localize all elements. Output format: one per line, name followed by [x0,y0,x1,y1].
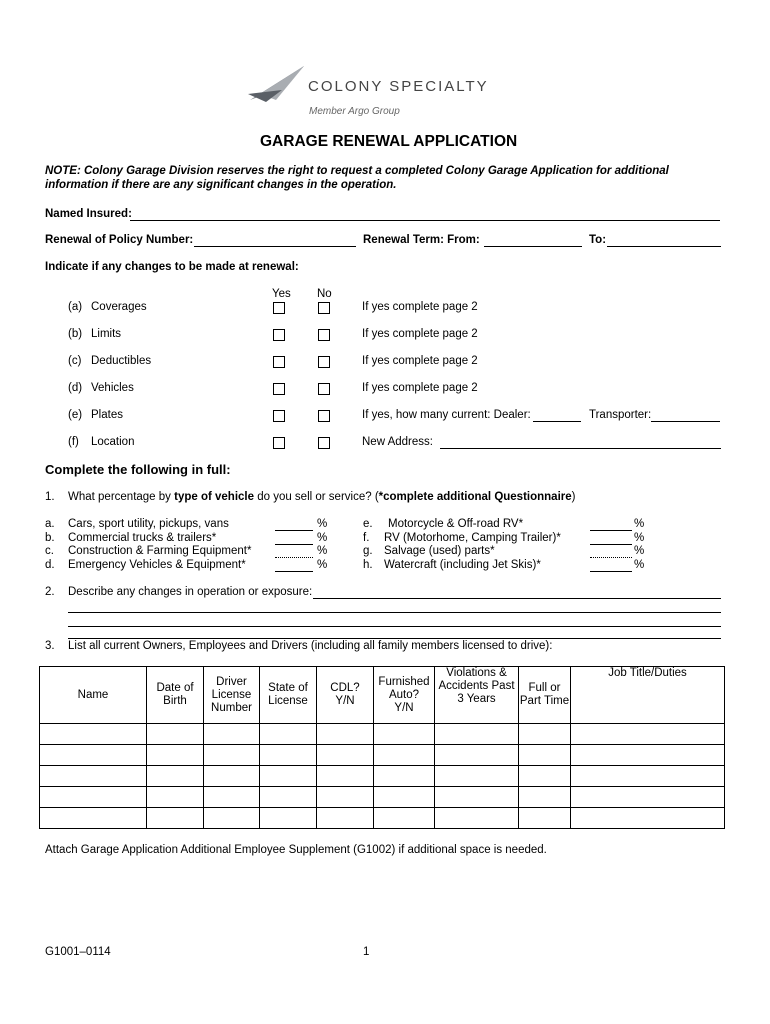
q1-text-d: *complete additional Questionnaire [378,491,572,503]
yes-column-label: Yes [272,288,291,300]
change-letter: (c) [68,355,82,367]
q3-text: List all current Owners, Employees and Drivers (including all family members licensed to drive): [68,640,553,652]
change-label: Coverages [91,301,147,313]
deductibles-no-checkbox[interactable] [318,356,330,368]
deductibles-yes-checkbox[interactable] [273,356,285,368]
col-header-full-part-time: Full or Part Time [519,667,571,724]
q2-answer-line-2[interactable] [68,612,721,613]
q1-text-e: ) [571,491,576,503]
page-number: 1 [363,946,370,958]
to-label: To: [589,234,607,246]
table-row[interactable] [40,745,725,766]
col-header-cdl: CDL? Y/N [317,667,374,724]
vehicle-letter: d. [45,559,55,571]
q1-text-a: What percentage by [68,491,175,503]
vehicle-letter: c. [45,545,54,557]
dealer-plates-field[interactable] [533,421,581,422]
percent-sign: % [317,518,328,530]
q2-text: Describe any changes in operation or exposure: [68,586,313,598]
vehicle-label: Commercial trucks & trailers* [68,532,217,544]
change-note: If yes complete page 2 [362,382,478,394]
form-id: G1001–0114 [45,946,111,958]
percent-sign: % [634,518,645,530]
vehicle-label: Watercraft (including Jet Skis)* [384,559,541,571]
change-letter: (a) [68,301,83,313]
q2-answer-line-3[interactable] [68,626,721,627]
attach-note: Attach Garage Application Additional Employee Supplement (G1002) if additional space is needed. [45,844,547,856]
percent-sign: % [634,545,645,557]
q2-answer-line-1[interactable] [313,598,721,599]
location-yes-checkbox[interactable] [273,437,285,449]
vehicle-percent-field[interactable] [590,571,632,572]
complete-heading: Complete the following in full: [45,462,231,477]
percent-sign: % [634,532,645,544]
col-header-license-state: State of License [260,667,317,724]
q1-text-b: type of vehicle [174,491,255,503]
vehicle-percent-field[interactable] [275,544,313,545]
change-label: Limits [91,328,122,340]
new-address-field[interactable] [440,448,721,449]
vehicle-letter: e. [363,518,373,530]
drivers-table [39,666,725,829]
change-letter: (e) [68,409,83,421]
col-header-furnished-auto: Furnished Auto? Y/N [374,667,435,724]
vehicle-percent-field[interactable] [590,530,632,531]
change-label: Vehicles [91,382,134,394]
change-label: Location [91,436,135,448]
logo-mark-icon [246,64,310,104]
vehicles-no-checkbox[interactable] [318,383,330,395]
transporter-plates-field[interactable] [651,421,720,422]
percent-sign: % [317,559,328,571]
limits-no-checkbox[interactable] [318,329,330,341]
table-row[interactable] [40,808,725,829]
change-note: If yes complete page 2 [362,301,478,313]
note-line-1: NOTE: Colony Garage Division reserves the right to request a completed Colony Garage Application for additional [45,165,669,177]
vehicle-percent-field[interactable] [275,557,313,558]
changes-label: Indicate if any changes to be made at renewal: [45,261,299,273]
change-label: Plates [91,409,123,421]
named-insured-field[interactable] [130,220,720,221]
note-line-2: information if there are any significant changes in the operation. [45,179,397,191]
page-title: GARAGE RENEWAL APPLICATION [260,133,518,150]
coverages-no-checkbox[interactable] [318,302,330,314]
change-note: If yes, how many current: Dealer: [362,409,531,421]
col-header-violations: Violations & Accidents Past 3 Years [435,667,519,724]
change-label: Deductibles [91,355,152,367]
vehicle-letter: a. [45,518,55,530]
percent-sign: % [317,545,328,557]
vehicle-letter: f. [363,532,370,544]
q1-number: 1. [45,491,55,503]
named-insured-label: Named Insured: [45,208,132,220]
plates-no-checkbox[interactable] [318,410,330,422]
col-header-job-title: Job Title/Duties [571,667,725,724]
vehicles-yes-checkbox[interactable] [273,383,285,395]
vehicle-letter: h. [363,559,373,571]
change-note: If yes complete page 2 [362,328,478,340]
vehicle-percent-field[interactable] [275,571,313,572]
policy-number-field[interactable] [194,246,356,247]
vehicle-label: Construction & Farming Equipment* [68,545,252,557]
q1-text-c: do you sell or service? ( [254,491,379,503]
vehicle-percent-field[interactable] [590,557,632,558]
table-header-row [40,667,725,724]
logo-company-name: COLONY SPECIALTY [308,78,489,95]
percent-sign: % [317,532,328,544]
change-letter: (b) [68,328,83,340]
col-header-name: Name [40,667,147,724]
term-to-field[interactable] [607,246,721,247]
location-no-checkbox[interactable] [318,437,330,449]
change-note: New Address: [362,436,433,448]
vehicle-label: Emergency Vehicles & Equipment* [68,559,246,571]
coverages-yes-checkbox[interactable] [273,302,285,314]
q1-text [68,491,575,503]
table-row[interactable] [40,787,725,808]
vehicle-label: Cars, sport utility, pickups, vans [68,518,229,530]
vehicle-label: Salvage (used) parts* [384,545,495,557]
col-header-dob: Date of Birth [147,667,204,724]
company-logo [246,62,526,122]
no-column-label: No [317,288,332,300]
change-letter: (f) [68,436,79,448]
limits-yes-checkbox[interactable] [273,329,285,341]
plates-yes-checkbox[interactable] [273,410,285,422]
change-note: If yes complete page 2 [362,355,478,367]
vehicle-percent-field[interactable] [590,544,632,545]
q2-answer-line-4[interactable] [68,638,721,639]
vehicle-percent-field[interactable] [275,530,313,531]
renewal-term-label: Renewal Term: From: [363,234,480,246]
vehicle-letter: b. [45,532,55,544]
vehicle-label: Motorcycle & Off-road RV* [388,518,524,530]
table-row[interactable] [40,724,725,745]
change-letter: (d) [68,382,83,394]
term-from-field[interactable] [484,246,582,247]
logo-tagline: Member Argo Group [309,106,400,117]
transporter-label: Transporter: [589,409,652,421]
table-row[interactable] [40,766,725,787]
q3-number: 3. [45,640,55,652]
vehicle-letter: g. [363,545,373,557]
q2-number: 2. [45,586,55,598]
percent-sign: % [634,559,645,571]
vehicle-label: RV (Motorhome, Camping Trailer)* [384,532,561,544]
renewal-policy-label: Renewal of Policy Number: [45,234,194,246]
col-header-license-number: Driver License Number [204,667,260,724]
